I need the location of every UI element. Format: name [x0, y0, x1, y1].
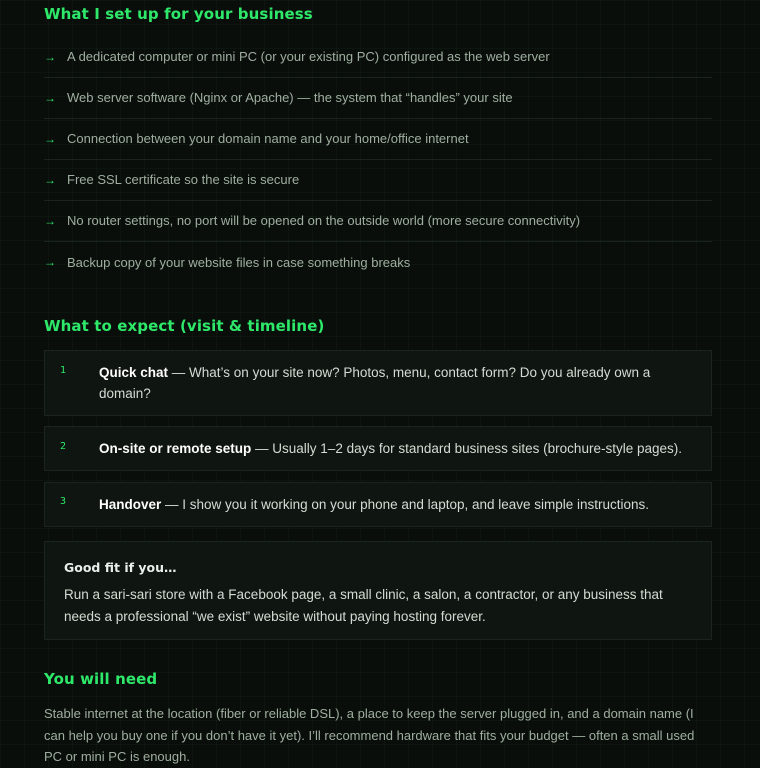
arrow-right-icon: →	[44, 255, 56, 269]
need-body: Stable internet at the location (fiber or reliable DSL), a place to keep the server plugged in, and a domain name (I can help you buy one if you don’t have it yet). I’ll recommend hardware that fits your budget — often a small used PC or mini PC is enough.	[44, 706, 695, 764]
step-description: — Usually 1–2 days for standard business sites (brochure-style pages).	[251, 441, 682, 456]
list-item-text: No router settings, no port will be opened on the outside world (more secure connectivity)	[67, 213, 581, 228]
step-number: 3	[60, 496, 67, 507]
step-text	[99, 438, 695, 459]
step-description: — I show you it working on your phone and laptop, and leave simple instructions.	[161, 497, 650, 512]
arrow-right-icon: →	[44, 90, 56, 105]
list-item	[44, 160, 712, 201]
step-number: 2	[60, 441, 67, 452]
arrow-right-icon: →	[44, 172, 56, 187]
list-item-text: Backup copy of your website files in case something breaks	[67, 254, 411, 270]
arrow-right-icon: →	[44, 131, 56, 146]
list-item-text: A dedicated computer or mini PC (or your existing PC) configured as the web server	[67, 49, 550, 64]
step-card-quick-chat	[44, 350, 712, 416]
arrow-right-icon: →	[44, 213, 56, 228]
step-description: — What’s on your site now? Photos, menu, contact form? Do you already own a domain?	[99, 365, 651, 401]
arrow-right-icon: →	[44, 49, 56, 64]
step-card-setup	[44, 426, 712, 471]
list-item	[44, 37, 712, 78]
good-fit-title: Good fit if you…	[64, 560, 177, 575]
step-title: Handover	[99, 497, 162, 512]
list-item	[44, 119, 712, 160]
list-item	[44, 78, 712, 119]
list-item-text: Web server software (Nginx or Apache) — the system that “handles” your site	[67, 90, 513, 105]
list-item-text: Free SSL certificate so the site is secure	[67, 172, 300, 187]
list-item	[44, 242, 712, 283]
setup-list	[44, 37, 712, 283]
list-item	[44, 201, 712, 242]
step-title: Quick chat	[99, 365, 169, 380]
step-text	[99, 494, 695, 515]
expect-heading: What to expect (visit & timeline)	[44, 317, 325, 335]
step-title: On-site or remote setup	[99, 441, 252, 456]
setup-heading: What I set up for your business	[44, 5, 313, 23]
need-heading: You will need	[44, 670, 158, 688]
good-fit-body: Run a sari-sari store with a Facebook page, a small clinic, a salon, a contractor, or any business that needs a professional “we exist” website without paying hosting forever.	[64, 587, 663, 624]
step-text	[99, 362, 695, 404]
good-fit-card	[44, 541, 712, 640]
list-item-text: Connection between your domain name and your home/office internet	[67, 131, 469, 146]
step-number: 1	[60, 365, 67, 376]
step-card-handover	[44, 482, 712, 527]
